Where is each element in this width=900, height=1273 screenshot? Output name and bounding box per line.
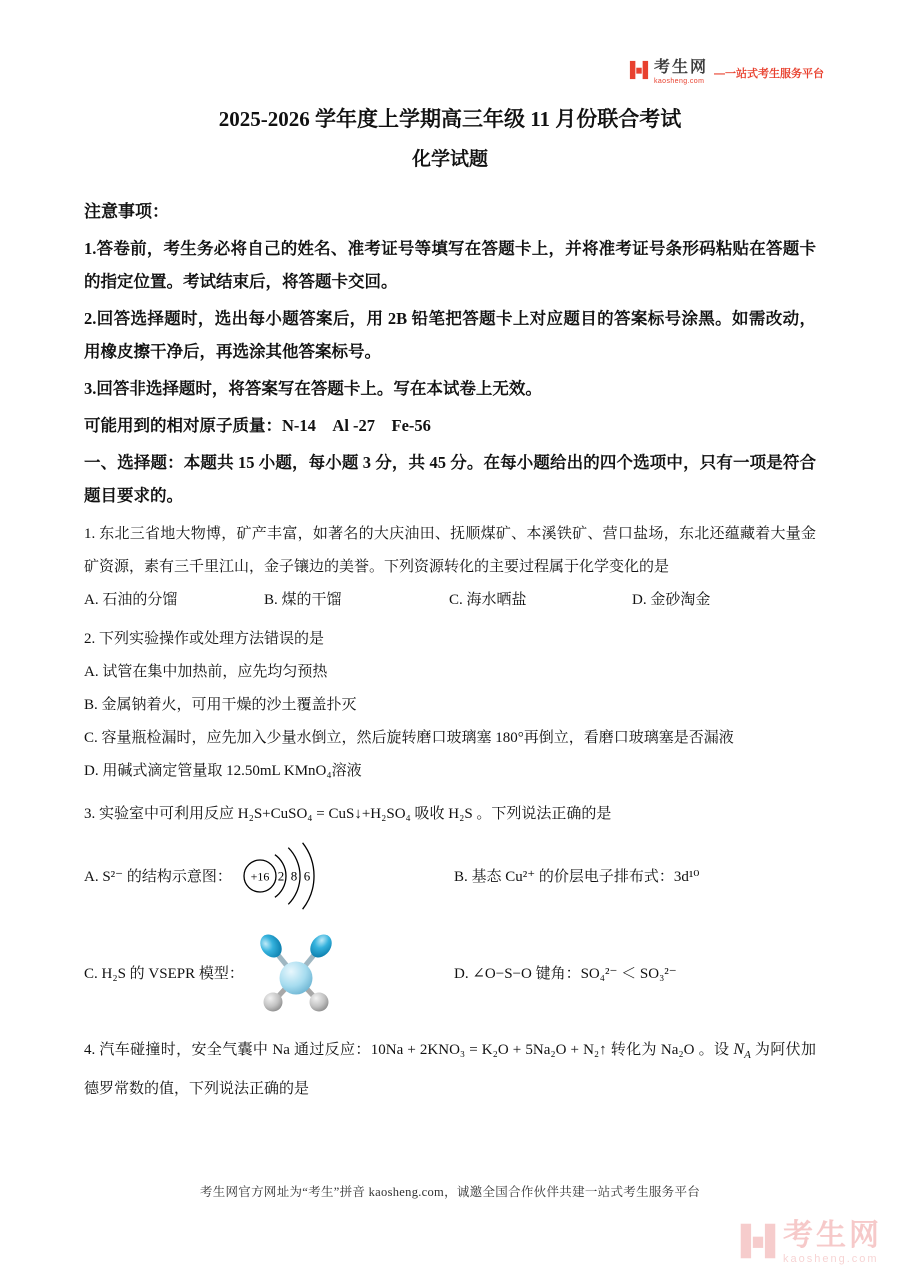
exam-subject-title: 化学试题 (411, 149, 488, 171)
brand-tagline: —一站式考生服务平台 (714, 67, 824, 80)
brand-text-block (654, 60, 708, 85)
h2s-vsepr-model-figure (254, 931, 338, 1015)
notice-item-1: 1.答卷前，考生务必将自己的姓名、准考证号等填写在答题卡上，并将准考证号条形码粘贴在答题卡的指定位置。考试结束后，将答题卡交回。 (84, 238, 816, 291)
q2-stem: 2. 下列实验操作或处理方法错误的是 (84, 630, 325, 647)
q3-option-a-label: A. S²⁻ 的结构示意图： (84, 869, 232, 886)
avogadro-symbol: $N_A$ (733, 1040, 751, 1061)
brand-name: 考生网 (653, 59, 708, 76)
atomic-mass-note: 可能用到的相对原子质量：N-14 Al -27 Fe-56 (84, 415, 431, 435)
kaosheng-logo-icon (629, 60, 649, 85)
q2-option-c: C. 容量瓶检漏时，应先加入少量水倒立，然后旋转磨口玻璃塞 180°再倒立，看磨口玻璃塞是否漏液 (84, 729, 734, 746)
svg-text:+16: +16 (250, 869, 270, 884)
notice-item-2: 2.回答选择题时，选出每小题答案后，用 2B 铅笔把答题卡上对应题目的答案标号涂黑。如需改动，用橡皮擦干净后，再选涂其他答案标号。 (84, 308, 816, 361)
watermark-domain: kaosheng.com (783, 1253, 879, 1265)
q1-option-d: D. 金砂淘金 (632, 591, 711, 608)
q1-option-a: A. 石油的分馏 (84, 591, 178, 608)
exam-title: 2025-2026 学年度上学期高三年级 11 月份联合考试 (218, 107, 682, 131)
q1-option-b: B. 煤的干馏 (264, 591, 342, 608)
q4-stem-part1: 4. 汽车碰撞时，安全气囊中 Na 通过反应：10Na + 2KNO₃ = K₂O + 5Na₂O + N₂↑ 转化为 Na₂O 。设 (84, 1041, 734, 1058)
notice-heading: 注意事项： (84, 201, 169, 221)
q3-options-ab (84, 839, 816, 913)
q4-stem-part2: 为阿伏加德罗常数的值，下列说法正确的是 (84, 1041, 816, 1098)
q1-options (84, 584, 816, 617)
q2-option-b: B. 金属钠着火，可用干燥的沙土覆盖扑灭 (84, 696, 357, 713)
kaosheng-watermark (739, 1221, 882, 1265)
q3-option-c (84, 931, 454, 1015)
q3-option-c-label: C. H₂S 的 VSEPR 模型： (84, 966, 244, 983)
kaosheng-header-logo (629, 60, 824, 85)
q3-option-b: B. 基态 Cu²⁺ 的价层电子排布式：3d¹⁰ (454, 869, 700, 886)
q3-option-d: D. ∠O−S−O 键角：SO₄²⁻ ＜ SO₃²⁻ (454, 966, 677, 983)
svg-text:8: 8 (290, 868, 298, 884)
watermark-brand-name: 考生网 (783, 1219, 882, 1252)
q1-option-c: C. 海水晒盐 (449, 591, 527, 608)
sulfide-ion-structure-diagram (236, 839, 340, 913)
q2-option-a: A. 试管在集中加热前，应先均匀预热 (84, 663, 328, 680)
watermark-text-block (783, 1221, 882, 1265)
brand-domain: kaosheng.com (653, 78, 705, 85)
exam-body (0, 197, 900, 1109)
svg-text:6: 6 (303, 868, 311, 884)
q2-option-d: D. 用碱式滴定管量取 12.50mL KMnO₄溶液 (84, 762, 362, 779)
q4-stem (84, 1029, 816, 1110)
svg-text:2: 2 (277, 868, 285, 884)
footer-text: 考生网官方网址为“考生”拼音 kaosheng.com，诚邀全国合作伙伴共建一站式考生服务平台 (199, 1185, 701, 1199)
notice-item-3: 3.回答非选择题时，将答案写在答题卡上。写在本试卷上无效。 (84, 378, 542, 398)
q3-options-cd (84, 929, 816, 1017)
q3-stem: 3. 实验室中可利用反应 H₂S+CuSO₄ = CuS↓+H₂SO₄ 吸收 H₂S 。下列说法正确的是 (84, 805, 612, 822)
section-1-heading: 一、选择题：本题共 15 小题，每小题 3 分，共 45 分。在每小题给出的四个选项中，只有一项是符合题目要求的。 (84, 452, 816, 505)
q1-stem: 1. 东北三省地大物博，矿产丰富，如著名的大庆油田、抚顺煤矿、本溪铁矿、营口盐场，东北还蕴藏着大量金矿资源，素有三千里江山，金子镶边的美誉。下列资源转化的主要过程属于化学变化的是 (84, 525, 816, 575)
q3-option-a (84, 839, 454, 913)
kaosheng-watermark-icon (739, 1222, 777, 1265)
